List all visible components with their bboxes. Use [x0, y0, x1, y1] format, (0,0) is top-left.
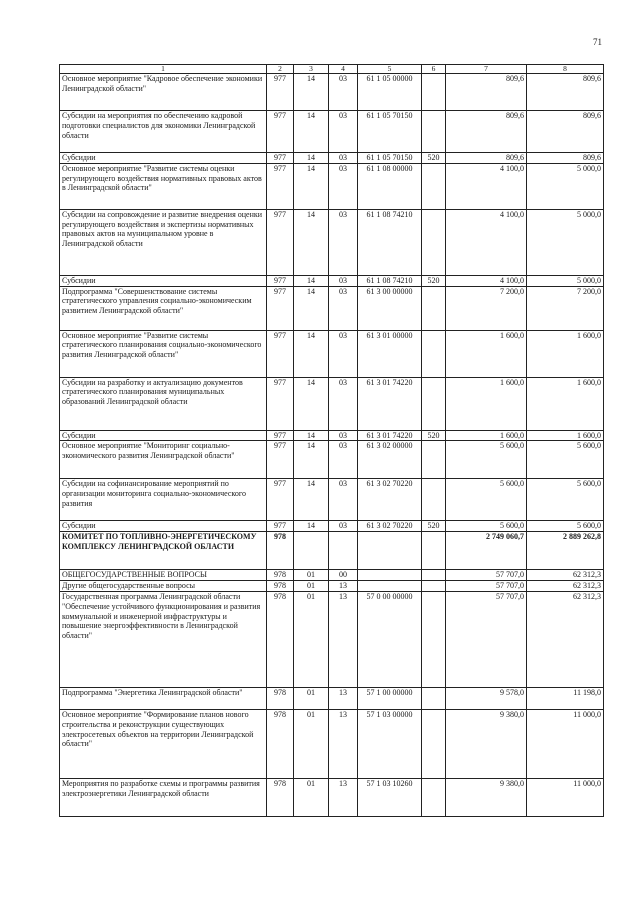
table-cell-y2: 809,6	[527, 153, 604, 164]
table-cell-subsection: 03	[329, 153, 358, 164]
table-cell-code: 978	[267, 592, 294, 688]
table-row	[60, 430, 604, 441]
table-row	[60, 330, 604, 377]
table-header-row	[60, 65, 604, 74]
table-cell-y2: 5 000,0	[527, 275, 604, 286]
table-body	[60, 74, 604, 817]
table-cell-y1: 57 707,0	[446, 592, 527, 688]
table-cell-code: 978	[267, 570, 294, 581]
table-cell-section: 14	[294, 209, 329, 275]
table-cell-section: 14	[294, 286, 329, 330]
table-row	[60, 286, 604, 330]
table-cell-kind	[422, 779, 446, 817]
table-cell-target: 61 3 01 74220	[358, 377, 422, 430]
column-header: 7	[446, 65, 527, 74]
table-cell-target: 57 0 00 00000	[358, 592, 422, 688]
table-cell-y1: 5 600,0	[446, 521, 527, 532]
table-cell-kind: 520	[422, 521, 446, 532]
table-cell-code: 977	[267, 330, 294, 377]
table-cell-name: КОМИТЕТ ПО ТОПЛИВНО-ЭНЕРГЕТИЧЕСКОМУ КОМПЛЕКСУ ЛЕНИНГРАДСКОЙ ОБЛАСТИ	[60, 532, 267, 570]
table-cell-section: 14	[294, 441, 329, 479]
column-header: 5	[358, 65, 422, 74]
table-cell-name: Субсидии на софинансирование мероприятий по организации мониторинга социально-экономического развития	[60, 479, 267, 521]
table-cell-target	[358, 570, 422, 581]
table-cell-kind	[422, 570, 446, 581]
table-cell-kind	[422, 710, 446, 779]
table-cell-target: 61 3 02 00000	[358, 441, 422, 479]
table-cell-code: 977	[267, 153, 294, 164]
table-cell-subsection: 03	[329, 377, 358, 430]
table-cell-y2: 809,6	[527, 74, 604, 111]
table-cell-name: Субсидии на разработку и актуализацию документов стратегического планирования муниципальных образований Ленинградской области	[60, 377, 267, 430]
table-cell-y2: 1 600,0	[527, 430, 604, 441]
column-header: 8	[527, 65, 604, 74]
table-cell-y2: 62 312,3	[527, 581, 604, 592]
table-cell-target: 61 3 02 70220	[358, 479, 422, 521]
table-row	[60, 521, 604, 532]
table-row	[60, 275, 604, 286]
table-cell-kind	[422, 163, 446, 209]
table-cell-name: Основное мероприятие "Формирование планов нового строительства и реконструкции существующих электросетевых объектов на территории Ленинградской области"	[60, 710, 267, 779]
table-cell-subsection: 03	[329, 163, 358, 209]
table-cell-subsection: 03	[329, 111, 358, 153]
table-cell-name: Субсидии на мероприятия по обеспечению кадровой подготовки специалистов для экономики Ленинградской области	[60, 111, 267, 153]
table-cell-section: 14	[294, 111, 329, 153]
table-cell-y1: 2 749 060,7	[446, 532, 527, 570]
column-header: 3	[294, 65, 329, 74]
table-cell-y1: 5 600,0	[446, 441, 527, 479]
table-cell-subsection: 13	[329, 581, 358, 592]
table-cell-subsection: 03	[329, 430, 358, 441]
table-cell-subsection: 03	[329, 441, 358, 479]
table-cell-y1: 57 707,0	[446, 570, 527, 581]
table-cell-section: 14	[294, 330, 329, 377]
table-cell-y2: 62 312,3	[527, 592, 604, 688]
table-cell-target: 61 1 08 74210	[358, 209, 422, 275]
table-cell-code: 978	[267, 779, 294, 817]
table-cell-subsection: 13	[329, 779, 358, 817]
table-cell-section: 14	[294, 479, 329, 521]
table-cell-y1: 809,6	[446, 153, 527, 164]
table-cell-subsection: 03	[329, 286, 358, 330]
table-cell-name: Основное мероприятие "Развитие системы стратегического планирования социально-экономического развития Ленинградской области"	[60, 330, 267, 377]
table-cell-target: 61 3 00 00000	[358, 286, 422, 330]
table-cell-subsection: 03	[329, 521, 358, 532]
table-cell-kind	[422, 377, 446, 430]
table-cell-kind	[422, 330, 446, 377]
table-cell-section: 01	[294, 581, 329, 592]
table-cell-subsection: 13	[329, 592, 358, 688]
table-cell-section: 01	[294, 688, 329, 710]
table-cell-section: 14	[294, 163, 329, 209]
table-cell-kind	[422, 111, 446, 153]
table-cell-kind	[422, 479, 446, 521]
table-cell-y2: 5 000,0	[527, 209, 604, 275]
table-cell-target: 57 1 03 10260	[358, 779, 422, 817]
table-cell-name: ОБЩЕГОСУДАРСТВЕННЫЕ ВОПРОСЫ	[60, 570, 267, 581]
table-cell-y2: 5 600,0	[527, 441, 604, 479]
table-cell-code: 977	[267, 286, 294, 330]
table-cell-name: Подпрограмма "Энергетика Ленинградской области"	[60, 688, 267, 710]
table-cell-target: 61 1 08 74210	[358, 275, 422, 286]
table-cell-y1: 1 600,0	[446, 377, 527, 430]
table-cell-code: 977	[267, 163, 294, 209]
table-cell-y1: 4 100,0	[446, 163, 527, 209]
table-cell-y1: 57 707,0	[446, 581, 527, 592]
table-cell-name: Мероприятия по разработке схемы и программы развития электроэнергетики Ленинградской области	[60, 779, 267, 817]
table-cell-kind	[422, 592, 446, 688]
table-cell-kind	[422, 441, 446, 479]
table-cell-code: 978	[267, 710, 294, 779]
table-cell-code: 977	[267, 209, 294, 275]
column-header: 6	[422, 65, 446, 74]
table-row	[60, 209, 604, 275]
table-cell-y1: 9 578,0	[446, 688, 527, 710]
table-cell-target: 61 1 05 70150	[358, 111, 422, 153]
table-cell-target: 57 1 00 00000	[358, 688, 422, 710]
table-cell-section: 14	[294, 430, 329, 441]
table-cell-section: 14	[294, 377, 329, 430]
table-cell-subsection: 13	[329, 688, 358, 710]
table-row	[60, 74, 604, 111]
table-cell-kind	[422, 581, 446, 592]
table-cell-kind	[422, 74, 446, 111]
table-row	[60, 688, 604, 710]
column-header: 1	[60, 65, 267, 74]
table-cell-subsection: 03	[329, 330, 358, 377]
table-cell-code: 977	[267, 377, 294, 430]
table-row	[60, 779, 604, 817]
table-cell-section: 14	[294, 521, 329, 532]
table-cell-y1: 809,6	[446, 74, 527, 111]
table-cell-kind	[422, 688, 446, 710]
table-cell-y2: 809,6	[527, 111, 604, 153]
table-cell-subsection: 03	[329, 74, 358, 111]
table-row	[60, 163, 604, 209]
table-cell-code: 978	[267, 581, 294, 592]
table-row	[60, 532, 604, 570]
table-row	[60, 479, 604, 521]
table-cell-y2: 62 312,3	[527, 570, 604, 581]
table-cell-y2: 2 889 262,8	[527, 532, 604, 570]
table-cell-y2: 5 600,0	[527, 521, 604, 532]
table-cell-subsection: 03	[329, 479, 358, 521]
table-cell-name: Основное мероприятие "Развитие системы оценки регулирующего воздействия нормативных правовых актов в Ленинградской области"	[60, 163, 267, 209]
table-cell-name: Субсидии	[60, 153, 267, 164]
table-cell-target: 61 1 08 00000	[358, 163, 422, 209]
table-cell-section: 14	[294, 153, 329, 164]
table-row	[60, 153, 604, 164]
table-cell-name: Субсидии	[60, 275, 267, 286]
column-header: 2	[267, 65, 294, 74]
table-row	[60, 570, 604, 581]
table-cell-name: Субсидии	[60, 521, 267, 532]
table-cell-target: 61 1 05 00000	[358, 74, 422, 111]
table-cell-y1: 809,6	[446, 111, 527, 153]
table-row	[60, 111, 604, 153]
table-cell-section: 01	[294, 570, 329, 581]
table-cell-section: 01	[294, 779, 329, 817]
table-cell-section: 14	[294, 275, 329, 286]
table-cell-code: 977	[267, 74, 294, 111]
table-cell-y1: 5 600,0	[446, 479, 527, 521]
table-cell-kind: 520	[422, 153, 446, 164]
table-cell-subsection: 03	[329, 275, 358, 286]
table-cell-code: 977	[267, 275, 294, 286]
table-cell-name: Государственная программа Ленинградской области "Обеспечение устойчивого функционирования и развития коммунальной и инженерной инфраструктуры и повышение энергоэффективности в Ленинградской области"	[60, 592, 267, 688]
table-row	[60, 592, 604, 688]
table-cell-target: 61 3 01 74220	[358, 430, 422, 441]
table-cell-code: 977	[267, 521, 294, 532]
table-cell-y1: 4 100,0	[446, 275, 527, 286]
table-cell-y2: 11 198,0	[527, 688, 604, 710]
page-number: 71	[593, 37, 602, 47]
table-cell-code: 977	[267, 441, 294, 479]
table-cell-y2: 7 200,0	[527, 286, 604, 330]
table-cell-y2: 5 600,0	[527, 479, 604, 521]
table-row	[60, 581, 604, 592]
table-cell-code: 977	[267, 479, 294, 521]
table-cell-kind: 520	[422, 275, 446, 286]
table-cell-y1: 9 380,0	[446, 779, 527, 817]
table-cell-y2: 11 000,0	[527, 779, 604, 817]
table-cell-y1: 7 200,0	[446, 286, 527, 330]
table-cell-y2: 11 000,0	[527, 710, 604, 779]
table-cell-target: 61 3 02 70220	[358, 521, 422, 532]
table-cell-target: 61 3 01 00000	[358, 330, 422, 377]
table-cell-code: 978	[267, 688, 294, 710]
budget-table	[59, 64, 604, 817]
table-row	[60, 441, 604, 479]
table-cell-kind	[422, 286, 446, 330]
table-cell-y2: 1 600,0	[527, 377, 604, 430]
table-cell-name: Субсидии на сопровождение и развитие внедрения оценки регулирующего воздействия и экспертизы нормативных правовых актов на муниципальном уровне в Ленинградской области	[60, 209, 267, 275]
table-row	[60, 377, 604, 430]
table-row	[60, 710, 604, 779]
column-header: 4	[329, 65, 358, 74]
table-cell-section: 01	[294, 710, 329, 779]
table-cell-subsection: 13	[329, 710, 358, 779]
table-cell-section	[294, 532, 329, 570]
table-cell-y2: 1 600,0	[527, 330, 604, 377]
table-cell-kind: 520	[422, 430, 446, 441]
table-cell-target	[358, 581, 422, 592]
table-cell-name: Основное мероприятие "Мониторинг социально-экономического развития Ленинградской области"	[60, 441, 267, 479]
table-cell-name: Основное мероприятие "Кадровое обеспечение экономики Ленинградской области"	[60, 74, 267, 111]
table-cell-code: 977	[267, 111, 294, 153]
table-cell-y1: 1 600,0	[446, 430, 527, 441]
table-cell-target: 57 1 03 00000	[358, 710, 422, 779]
table-cell-target	[358, 532, 422, 570]
table-cell-y1: 4 100,0	[446, 209, 527, 275]
table-cell-code: 977	[267, 430, 294, 441]
table-cell-kind	[422, 209, 446, 275]
table-cell-subsection: 00	[329, 570, 358, 581]
table-cell-y1: 9 380,0	[446, 710, 527, 779]
table-cell-code: 978	[267, 532, 294, 570]
table-cell-section: 01	[294, 592, 329, 688]
table-cell-name: Субсидии	[60, 430, 267, 441]
table-cell-section: 14	[294, 74, 329, 111]
table-cell-target: 61 1 05 70150	[358, 153, 422, 164]
table-cell-y1: 1 600,0	[446, 330, 527, 377]
table-cell-subsection: 03	[329, 209, 358, 275]
table-cell-subsection	[329, 532, 358, 570]
table-cell-kind	[422, 532, 446, 570]
table-cell-name: Подпрограмма "Совершенствование системы стратегического управления социально-экономическим развитием Ленинградской области"	[60, 286, 267, 330]
table-cell-y2: 5 000,0	[527, 163, 604, 209]
table-cell-name: Другие общегосударственные вопросы	[60, 581, 267, 592]
